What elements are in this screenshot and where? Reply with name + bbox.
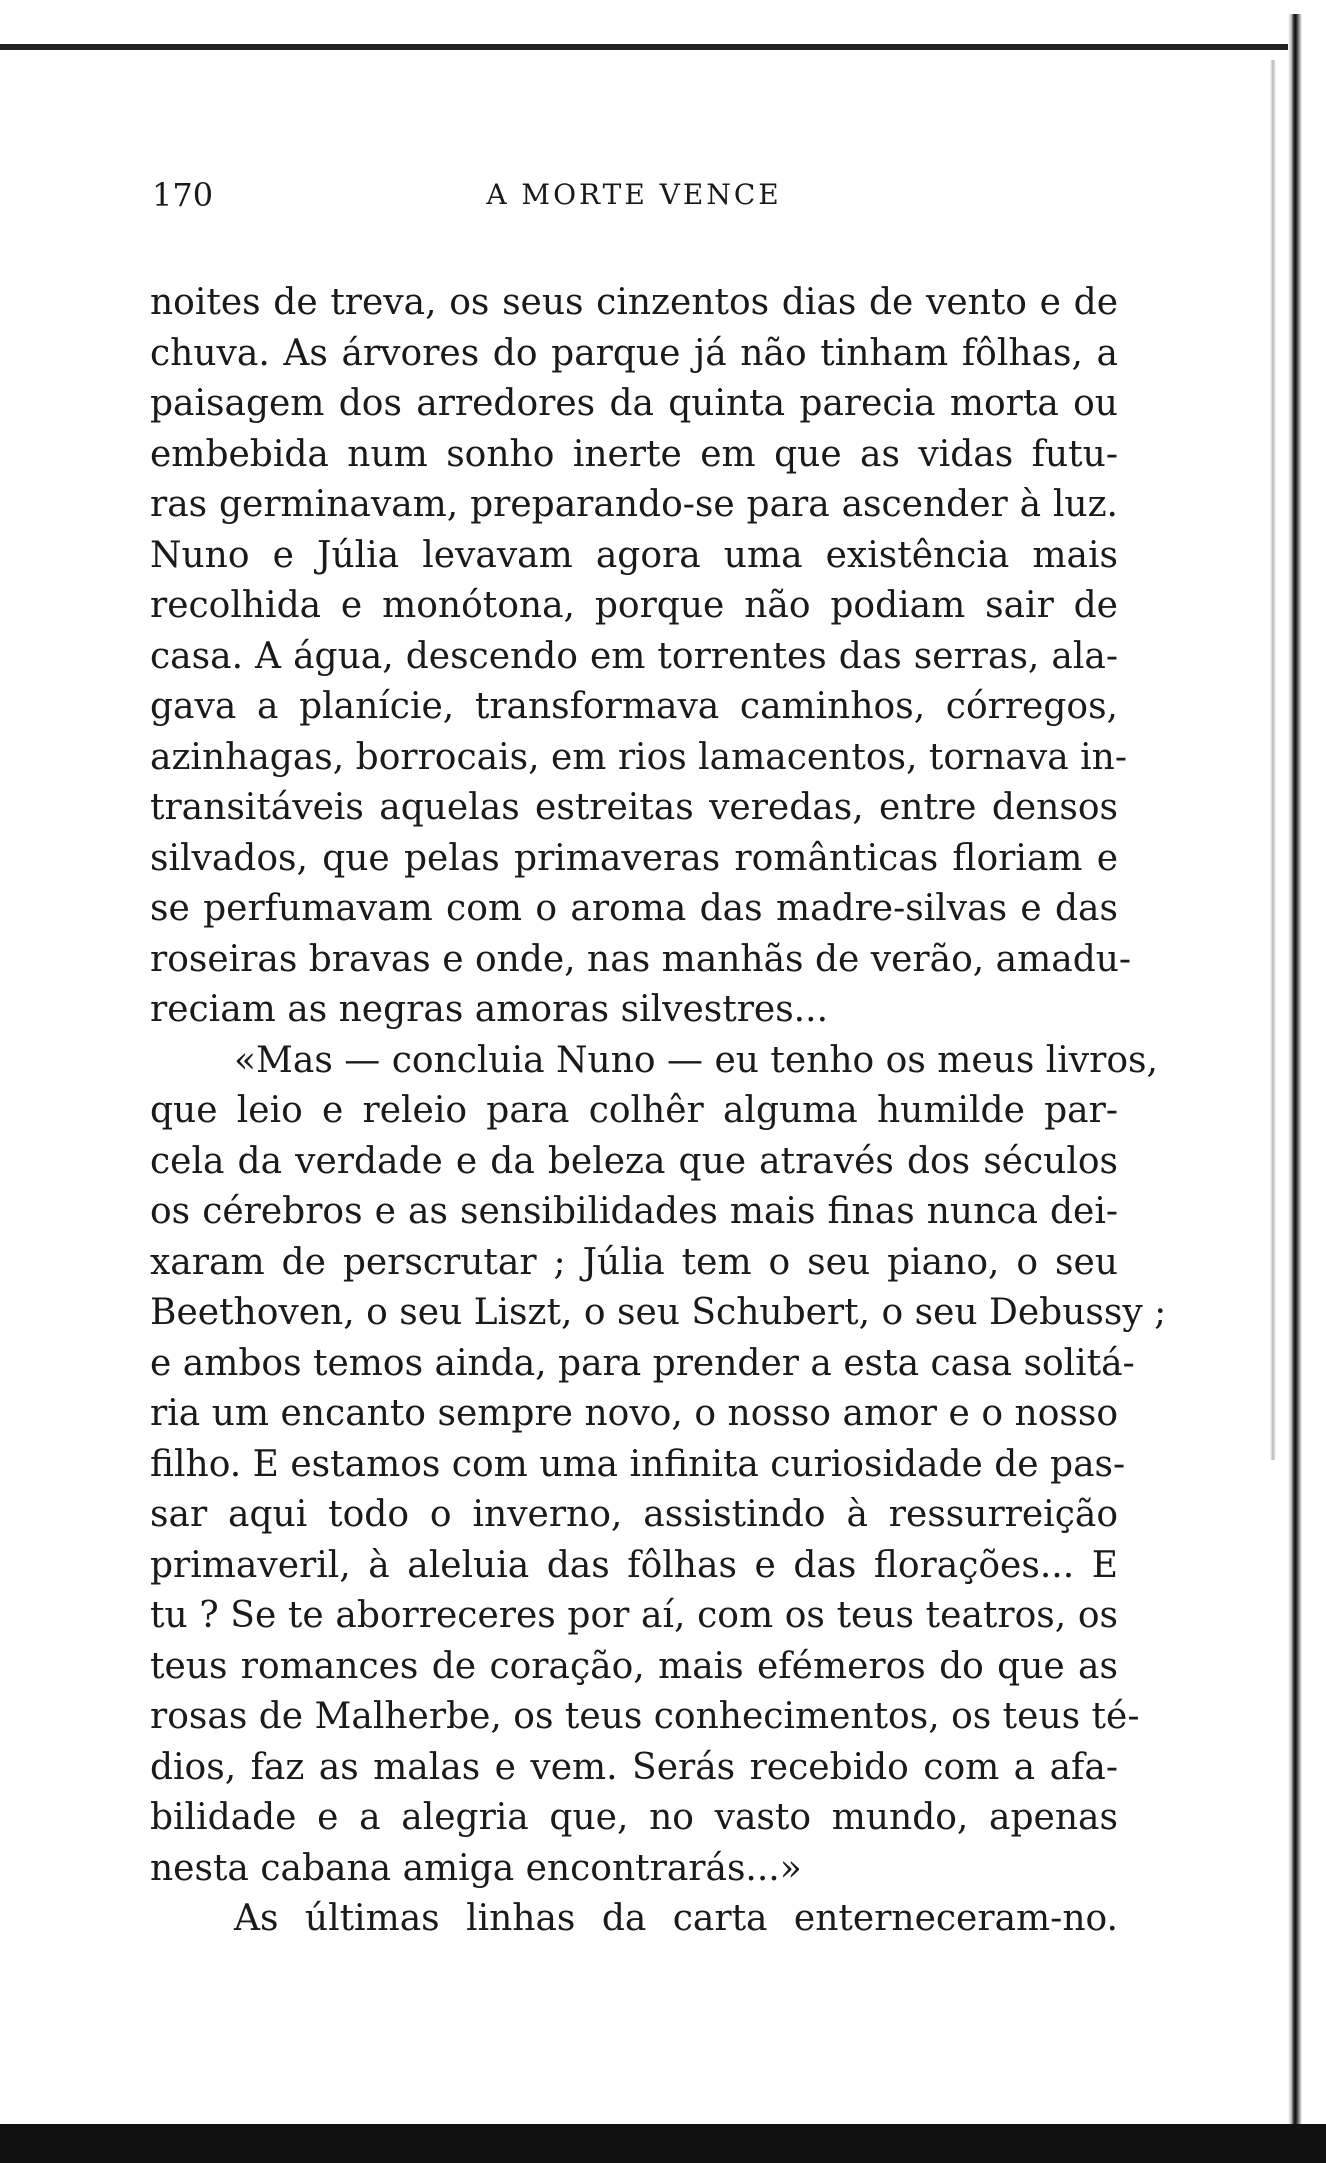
text-line: roseiras bravas e onde, nas manhãs de verão, amadu- — [150, 938, 1132, 980]
text-line: recolhida e monótona, porque não podiam sair de — [150, 585, 1118, 626]
text-line: filho. E estamos com uma infinita curiosidade de pas- — [150, 1443, 1126, 1485]
text-line: casa. A água, descendo em torrentes das serras, ala- — [150, 635, 1118, 677]
text-line: paisagem dos arredores da quinta parecia morta ou — [150, 383, 1118, 424]
text-line: gava a planície, transformava caminhos, córregos, — [150, 686, 1118, 727]
text-line: dios, faz as malas e vem. Serás recebido com a afa- — [150, 1746, 1118, 1788]
text-line: primaveril, à aleluia das fôlhas e das florações... E — [150, 1544, 1118, 1586]
text-line: azinhagas, borrocais, em rios lamacentos, tornava in- — [150, 736, 1127, 778]
text-line: Nuno e Júlia levavam agora uma existência mais — [150, 534, 1118, 576]
running-title: A MORTE VENCE — [486, 178, 782, 211]
running-head — [152, 176, 1116, 216]
right-scan-edge — [1288, 14, 1302, 2124]
page-number: 170 — [152, 176, 214, 214]
bottom-scan-edge — [0, 2124, 1326, 2163]
right-shadow-edge — [1270, 60, 1276, 1460]
text-line: As últimas linhas da carta enterneceram-no. — [234, 1898, 1118, 1939]
text-line: teus romances de coração, mais efémeros do que as — [150, 1645, 1118, 1687]
text-line: silvados, que pelas primaveras românticas floriam e — [150, 837, 1118, 879]
text-line: tu ? Se te aborreceres por aí, com os teus teatros, os — [150, 1595, 1118, 1636]
text-line: xaram de perscrutar ; Júlia tem o seu piano, o seu — [150, 1241, 1118, 1283]
text-line: chuva. As árvores do parque já não tinham fôlhas, a — [150, 332, 1118, 374]
text-line: cela da verdade e da beleza que através dos séculos — [150, 1140, 1118, 1182]
text-line: nesta cabana amiga encontrarás...» — [150, 1847, 802, 1889]
text-line: noites de treva, os seus cinzentos dias de vento e de — [150, 282, 1118, 323]
text-line: reciam as negras amoras silvestres... — [150, 989, 829, 1030]
text-line: Beethoven, o seu Liszt, o seu Schubert, o seu Debussy ; — [150, 1292, 1167, 1333]
text-line: e ambos temos ainda, para prender a esta casa solitá- — [150, 1342, 1135, 1384]
text-line: transitáveis aquelas estreitas veredas, entre densos — [150, 787, 1118, 828]
text-line: rosas de Malherbe, os teus conhecimentos, os teus té- — [150, 1696, 1140, 1737]
text-line: bilidade e a alegria que, no vasto mundo, apenas — [150, 1797, 1118, 1838]
body-text — [150, 278, 1167, 1945]
text-line: ria um encanto sempre novo, o nosso amor e o nosso — [150, 1393, 1118, 1434]
text-line: se perfumavam com o aroma das madre-silvas e das — [150, 888, 1118, 929]
text-line: ras germinavam, preparando-se para ascender à luz. — [150, 484, 1118, 525]
text-line: os cérebros e as sensibilidades mais finas nunca dei- — [150, 1191, 1118, 1232]
top-scan-edge — [0, 44, 1290, 50]
text-line: «Mas — concluia Nuno — eu tenho os meus livros, — [234, 1039, 1158, 1081]
text-line: embebida num sonho inerte em que as vidas futu- — [150, 433, 1118, 475]
text-line: sar aqui todo o inverno, assistindo à ressurreição — [150, 1494, 1118, 1535]
text-line: que leio e releio para colhêr alguma humilde par- — [150, 1090, 1118, 1131]
